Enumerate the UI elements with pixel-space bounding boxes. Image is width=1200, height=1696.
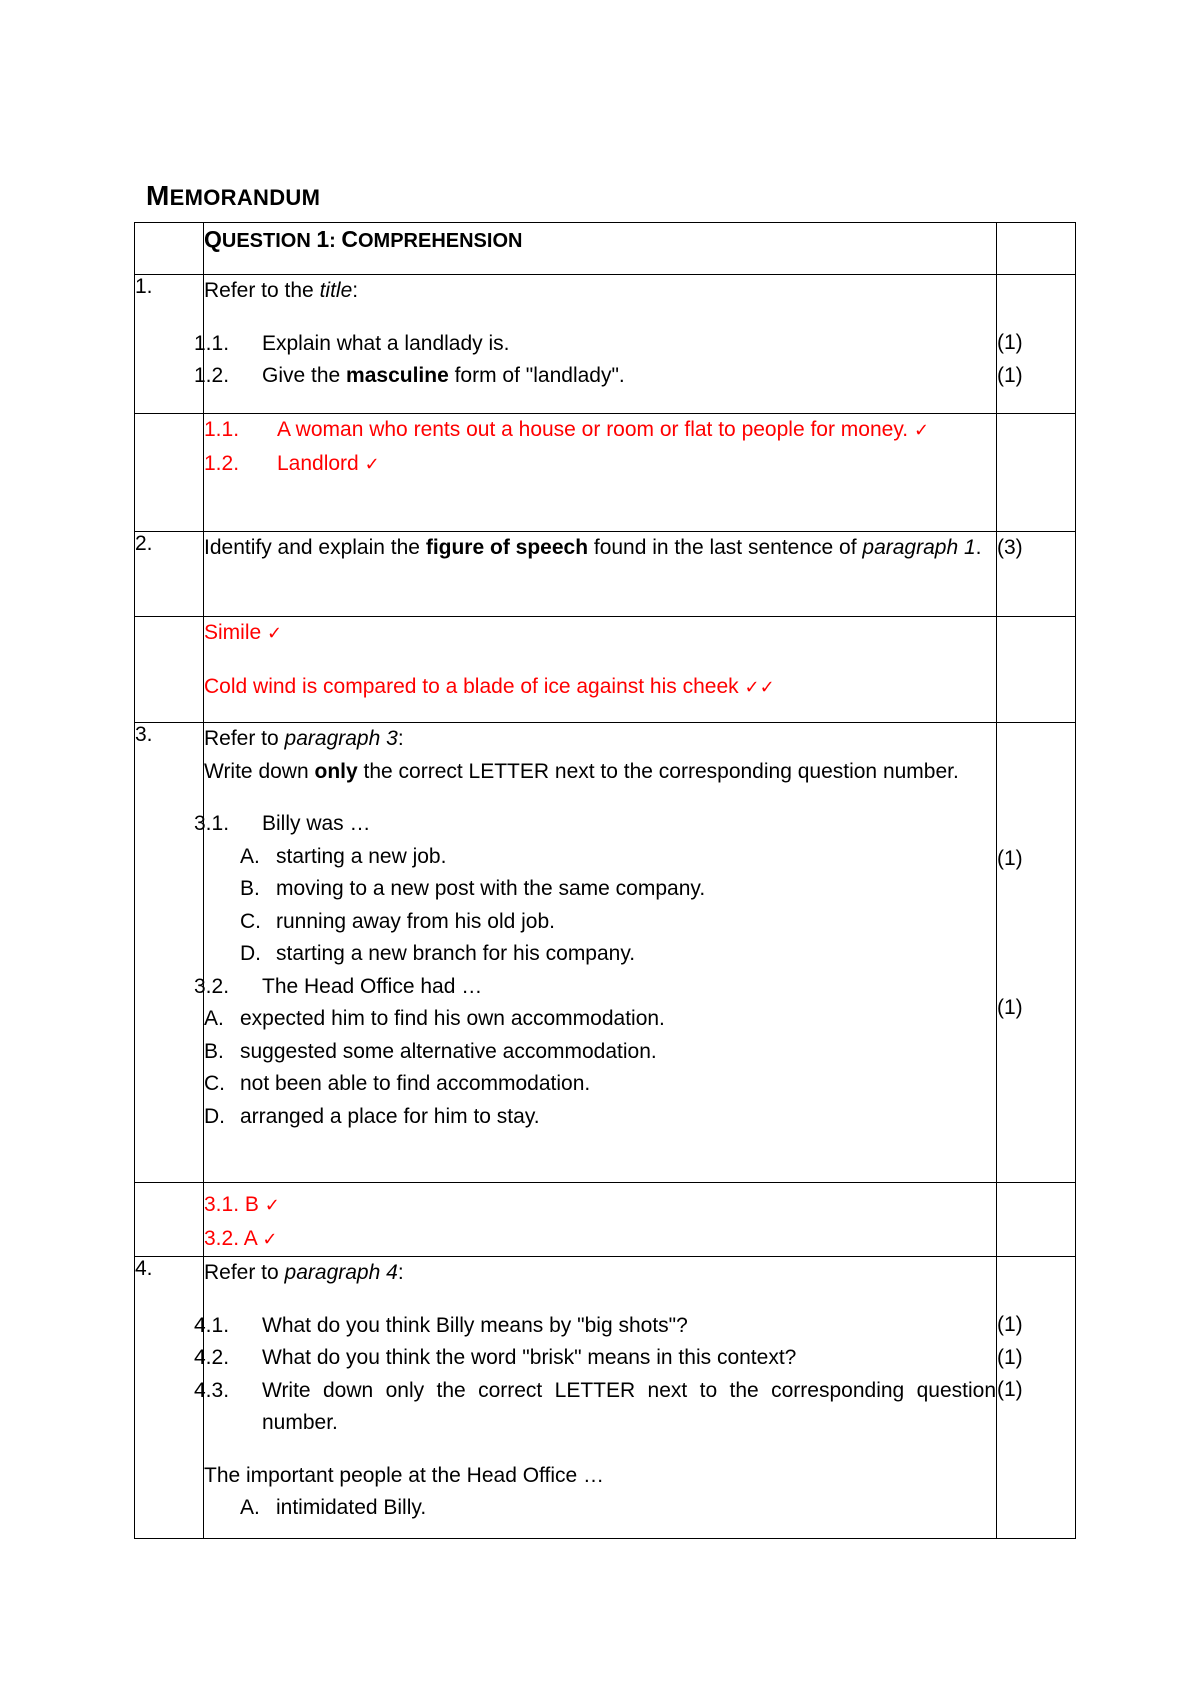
option: C. not been able to find accommodation. — [204, 1072, 591, 1095]
mark-value: (1) — [997, 331, 1023, 354]
marks-cell — [997, 723, 1076, 1183]
tick-icon: ✓ — [913, 420, 930, 441]
answer-line: 1.2. Landlord ✓ — [204, 451, 380, 475]
sub-question: 1.1. Explain what a landlady is. — [194, 331, 510, 355]
question-row-2 — [135, 532, 1076, 617]
answer-line: 1.1. A woman who rents out a house or room or flat to people for money. ✓ — [204, 418, 930, 441]
sub-question: 4.1. What do you think Billy means by "big shots"? — [194, 1313, 688, 1337]
sub-question: 4.3. Write down only the correct LETTER next to the corresponding question number. — [194, 1378, 996, 1434]
answer-line: 3.2. A ✓ — [204, 1226, 278, 1250]
question-number: 1. — [135, 275, 204, 414]
tick-icon: ✓ — [364, 453, 380, 475]
page-title: MEMORANDUM — [146, 180, 321, 211]
question-row-4 — [135, 1257, 1076, 1539]
question-row-1 — [135, 275, 1076, 414]
option: A. starting a new job. — [240, 844, 447, 868]
answer-content — [204, 617, 997, 723]
sub-question: 1.2. Give the masculine form of "landlady". — [194, 364, 625, 387]
tick-icon: ✓ — [759, 676, 775, 698]
sub-question: 4.2. What do you think the word "brisk" means in this context? — [194, 1346, 797, 1369]
answer-line: Cold wind is compared to a blade of ice against his cheek ✓✓ — [204, 674, 775, 698]
question-row-3 — [135, 723, 1076, 1183]
mark-value: (1) — [997, 1378, 1023, 1401]
marks-cell — [997, 1257, 1076, 1539]
tick-icon: ✓ — [262, 1228, 278, 1250]
sub-question: 3.2. The Head Office had … — [194, 974, 483, 998]
option: D. arranged a place for him to stay. — [204, 1104, 540, 1128]
tick-icon: ✓ — [267, 623, 283, 644]
question-number: 2. — [135, 532, 204, 617]
answer-content — [204, 414, 997, 532]
question-title: QUESTION 1: COMPREHENSION — [204, 223, 997, 275]
question-intro: Refer to the title: — [204, 279, 359, 302]
tick-icon: ✓ — [264, 1195, 280, 1216]
option: C. running away from his old job. — [240, 909, 555, 933]
mark-value: (1) — [997, 995, 1023, 1019]
answer-row-1 — [135, 414, 1076, 532]
mark-value: (1) — [997, 847, 1023, 870]
question-number: 3. — [135, 723, 204, 1183]
question-stem: The important people at the Head Office … — [204, 1463, 605, 1487]
answer-line: Simile ✓ — [204, 621, 283, 644]
mark-value: (1) — [997, 363, 1023, 387]
mark-value: (3) — [997, 532, 1076, 617]
question-content: Identify and explain the figure of speech found in the last sentence of paragraph 1. — [204, 532, 997, 617]
question-content — [194, 275, 997, 414]
question-instruction: Write down only the correct LETTER next to the corresponding question number. — [204, 759, 959, 783]
sub-question: 3.1. Billy was … — [194, 812, 371, 835]
mark-value: (1) — [997, 1345, 1023, 1369]
option: B. suggested some alternative accommodation. — [204, 1039, 657, 1063]
answer-row-2 — [135, 617, 1076, 723]
question-intro: Refer to paragraph 4: — [204, 1261, 404, 1284]
option: A. expected him to find his own accommodation. — [204, 1007, 665, 1030]
tick-icon: ✓ — [744, 676, 760, 698]
option: D. starting a new branch for his company. — [240, 942, 636, 965]
question-number: 4. — [135, 1257, 204, 1539]
table-header-row — [135, 223, 1076, 275]
option: B. moving to a new post with the same company. — [240, 877, 706, 900]
answer-line: 3.1. B ✓ — [204, 1193, 280, 1216]
mark-value: (1) — [997, 1313, 1023, 1336]
marks-cell — [997, 275, 1076, 414]
question-content — [194, 723, 997, 1183]
memorandum-table — [134, 222, 1076, 1539]
answer-content — [204, 1183, 997, 1257]
answer-row-3 — [135, 1183, 1076, 1257]
option: A. intimidated Billy. — [240, 1496, 427, 1519]
question-content — [194, 1257, 997, 1539]
question-intro: Refer to paragraph 3: — [204, 727, 404, 750]
